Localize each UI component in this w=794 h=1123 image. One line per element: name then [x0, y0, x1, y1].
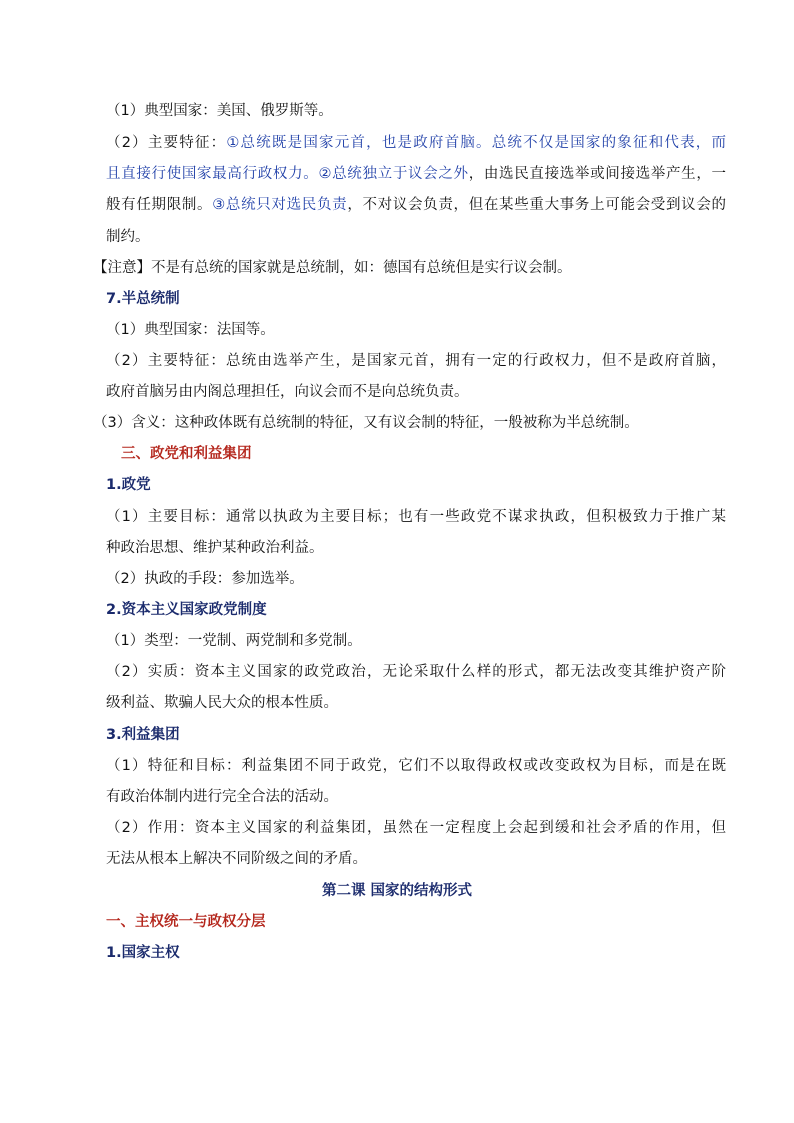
- paragraph-line: [106, 785, 726, 809]
- paragraph-line: [106, 754, 726, 778]
- body-text: （2）执政的手段：参加选举。: [106, 571, 304, 587]
- body-text: 无法从根本上解决不同阶级之间的矛盾。: [106, 851, 367, 867]
- heading-text: 1.政党: [106, 477, 151, 493]
- section-heading-sovereignty: [106, 910, 726, 934]
- heading-text: 2.资本主义国家政党制度: [106, 602, 267, 618]
- lesson-title: [0, 879, 794, 903]
- body-text: ，不对议会负责，但在某些重大事务上可能会受到议会的: [347, 197, 727, 213]
- heading-national-sovereignty: [106, 941, 726, 965]
- body-text: （1）类型：一党制、两党制和多党制。: [106, 633, 362, 649]
- heading-text: 1.国家主权: [106, 945, 180, 961]
- paragraph-line: [106, 691, 726, 715]
- paragraph-line: [106, 349, 726, 373]
- highlight-text: ②总统独立于议会之外: [318, 166, 469, 182]
- paragraph-line: [106, 225, 726, 249]
- paragraph-line: [106, 847, 726, 871]
- body-text: 种政治思想、维护某种政治利益。: [106, 540, 324, 556]
- text-typical-countries: （1）典型国家：美国、俄罗斯等。: [106, 103, 333, 119]
- paragraph-line: [106, 816, 726, 840]
- body-text: （1）典型国家：法国等。: [106, 322, 275, 338]
- note-line: [93, 256, 713, 280]
- paragraph-line: [106, 536, 726, 560]
- body-text: 政府首脑另由内阁总理担任，向议会而不是向总统负责。: [106, 384, 469, 400]
- body-text: （1）主要目标：通常以执政为主要目标；也有一些政党不谋求执政，但积极致力于推广某: [106, 509, 726, 525]
- paragraph-line: [106, 629, 726, 653]
- heading-party: [106, 473, 726, 497]
- heading-text: 7.半总统制: [106, 291, 180, 307]
- heading-text: 3.利益集团: [106, 727, 180, 743]
- body-text: 有政治体制内进行完全合法的活动。: [106, 789, 338, 805]
- body-text: （2）作用：资本主义国家的利益集团，虽然在一定程度上会起到缓和社会矛盾的作用，但: [106, 820, 726, 836]
- body-text: （2）实质：资本主义国家的政党政治，无论采取什么样的形式，都无法改变其维护资产阶: [106, 664, 726, 680]
- body-text: （2）主要特征：总统由选举产生，是国家元首，拥有一定的行政权力，但不是政府首脑，: [106, 353, 726, 369]
- paragraph-line: [106, 660, 726, 684]
- highlight-text: 且直接行使国家最高行政权力。: [106, 166, 319, 182]
- paragraph-line: [106, 131, 726, 155]
- heading-text: 三、政党和利益集团: [121, 446, 252, 462]
- paragraph-line: [106, 318, 726, 342]
- highlight-text: ①总统既是国家元首，也是政府首脑。总统不仅是国家的象征和代表，而: [226, 135, 726, 151]
- heading-interest-groups: [106, 723, 726, 747]
- note-text: 不是有总统的国家就是总统制，如：德国有总统但是实行议会制。: [151, 260, 572, 276]
- highlight-text: ③总统只对选民负责: [212, 197, 348, 213]
- paragraph-line: [93, 411, 713, 435]
- body-text: 般有任期限制。: [106, 197, 213, 213]
- paragraph-line: [106, 567, 726, 591]
- paragraph-line: [106, 193, 726, 217]
- section-heading-parties: [121, 442, 741, 466]
- body-text: 级利益、欺骗人民大众的根本性质。: [106, 695, 338, 711]
- paragraph-line: [106, 99, 726, 123]
- body-text: 制约。: [106, 229, 150, 245]
- body-text: （1）特征和目标：利益集团不同于政党，它们不以取得政权或改变政权为目标，而是在既: [106, 758, 726, 774]
- paragraph-line: [106, 162, 726, 186]
- heading-text: 第二课 国家的结构形式: [321, 883, 473, 899]
- body-text: ，由选民直接选举或间接选举产生，一: [468, 166, 727, 182]
- heading-party-system: [106, 598, 726, 622]
- heading-text: 一、主权统一与政权分层: [106, 914, 266, 930]
- heading-semi-presidential: [106, 287, 726, 311]
- note-label: 【注意】: [93, 260, 151, 276]
- label-main-features: （2）主要特征：: [106, 135, 227, 151]
- paragraph-line: [106, 505, 726, 529]
- paragraph-line: [106, 380, 726, 404]
- body-text: （3）含义：这种政体既有总统制的特征，又有议会制的特征，一般被称为半总统制。: [93, 415, 639, 431]
